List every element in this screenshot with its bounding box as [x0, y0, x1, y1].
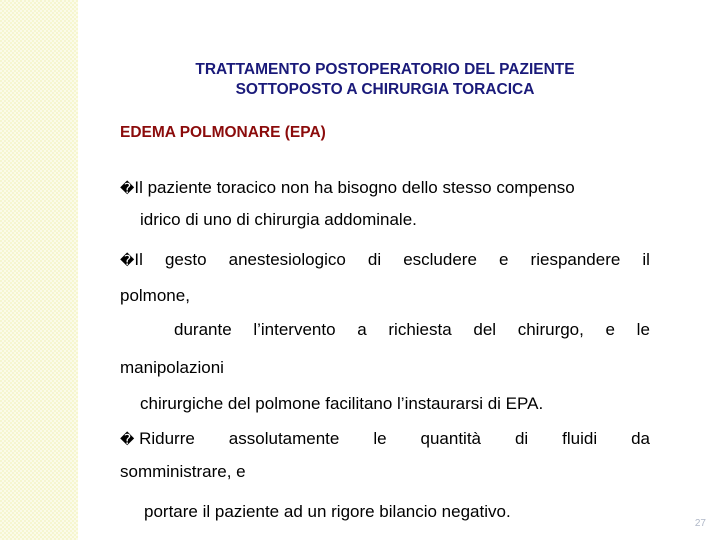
paragraph-1-line-1 [120, 178, 575, 199]
word: le [373, 429, 387, 448]
paragraph-3-first-word [120, 429, 195, 450]
decorative-side-band [0, 0, 78, 540]
word: e [605, 320, 615, 339]
paragraph-2-line-3 [174, 320, 650, 340]
word: e [499, 250, 509, 269]
word: di [367, 250, 382, 269]
paragraph-1-line-2: idrico di uno di chirurgia addominale. [140, 210, 417, 229]
paragraph-3-line-1 [120, 429, 650, 450]
paragraph-2-line-4: manipolazioni [120, 358, 224, 377]
word: riespandere [530, 250, 621, 269]
word: anestesiologico [228, 250, 346, 269]
word: durante [174, 320, 232, 339]
title-line-1: TRATTAMENTO POSTOPERATORIO DEL PAZIENTE [195, 61, 575, 78]
word: richiesta [388, 320, 452, 339]
paragraph-2-line-1 [120, 250, 650, 271]
word: il [642, 250, 650, 269]
word: del [473, 320, 497, 339]
word: chirurgo, [517, 320, 584, 339]
paragraph-2-first-word [120, 250, 143, 271]
word: a [357, 320, 367, 339]
word: di [514, 429, 529, 448]
word: l’intervento [253, 320, 336, 339]
word: Il [134, 250, 143, 269]
word: gesto [164, 250, 207, 269]
paragraph-2-line-5: chirurgiche del polmone facilitano l’instaurarsi di EPA. [140, 394, 544, 413]
word: Ridurre [139, 429, 195, 448]
bullet-icon: � [120, 432, 135, 448]
paragraph-2-line-2: polmone, [120, 286, 190, 305]
title-line-2: SOTTOPOSTO A CHIRURGIA TORACICA [235, 81, 535, 98]
word: escludere [403, 250, 477, 269]
paragraph-3-line-3: portare il paziente ad un rigore bilancio negativo. [144, 502, 511, 521]
word: da [631, 429, 650, 448]
word: le [636, 320, 650, 339]
slide-title [120, 60, 650, 100]
word: assolutamente [228, 429, 340, 448]
word: quantità [420, 429, 482, 448]
page-number: 27 [694, 518, 706, 529]
bullet-icon: � [120, 253, 135, 269]
paragraph-3-line-2: somministrare, e [120, 462, 246, 481]
word: fluidi [562, 429, 598, 448]
bullet-icon: � [120, 181, 135, 197]
paragraph-1-text-1: Il paziente toracico non ha bisogno dello stesso compenso [134, 178, 575, 197]
section-heading: EDEMA POLMONARE (EPA) [120, 124, 326, 141]
